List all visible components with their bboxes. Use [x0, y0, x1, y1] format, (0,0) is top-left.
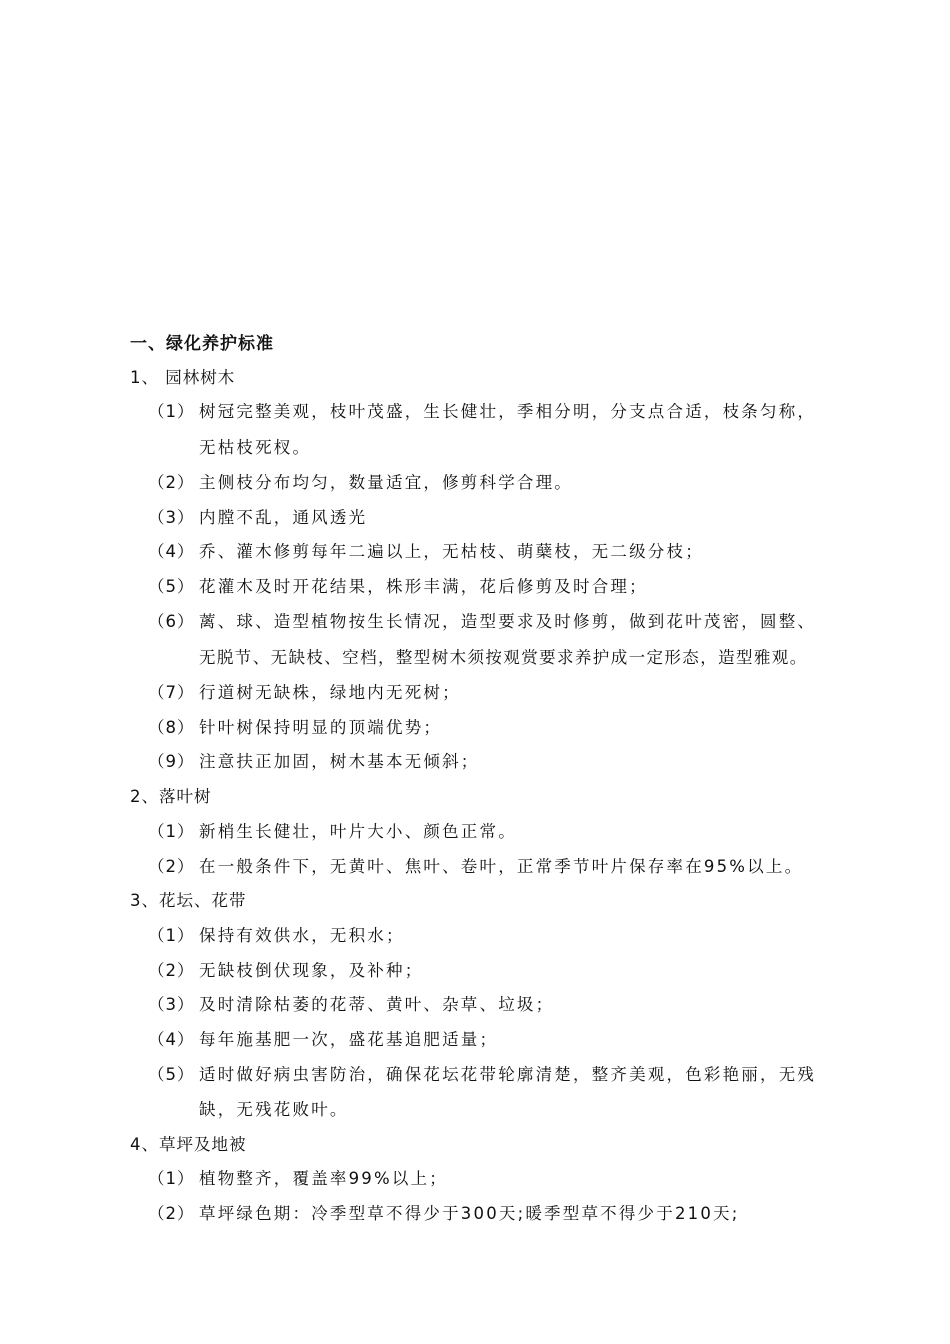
item-number: （8） [148, 718, 195, 737]
item-text: 乔、灌木修剪每年二遍以上，无枯枝、萌蘖枝，无二级分枝； [199, 542, 704, 561]
item-number: （6） [148, 612, 195, 631]
item-number: （2） [148, 961, 195, 980]
item-number: （2） [148, 857, 195, 876]
item-text: 草坪绿色期：冷季型草不得少于300天;暖季型草不得少于210天; [199, 1204, 740, 1223]
item-text: 花灌木及时开花结果，株形丰满，花后修剪及时合理； [199, 577, 648, 596]
item-text-continued: 无脱节、无缺枝、空档，整型树木须按观赏要求养护成一定形态，造型雅观。 [199, 648, 808, 667]
item-number: （2） [148, 473, 195, 492]
item-text: 针叶树保持明显的顶端优势； [199, 718, 443, 737]
item-text: 新梢生长健壮，叶片大小、颜色正常。 [199, 822, 517, 841]
item-number: （5） [148, 577, 195, 596]
section-title: 2、落叶树 [130, 787, 212, 806]
item-number: （1） [148, 1169, 195, 1188]
item-text: 在一般条件下，无黄叶、焦叶、卷叶，正常季节叶片保存率在95%以上。 [199, 857, 804, 876]
item-number: （4） [148, 542, 195, 561]
item-text: 无缺枝倒伏现象，及补种； [199, 961, 424, 980]
item-text: 植物整齐，覆盖率99%以上； [199, 1169, 448, 1188]
item-text: 蓠、球、造型植物按生长情况，造型要求及时修剪，做到花叶茂密，圆整、 [199, 612, 817, 631]
section-title: 4、草坪及地被 [130, 1135, 247, 1154]
item-text: 树冠完整美观，枝叶茂盛，生长健壮，季相分明，分支点合适，枝条匀称， [199, 402, 817, 421]
section-title: 3、花坛、花带 [130, 891, 247, 910]
item-number: （5） [148, 1065, 195, 1084]
item-number: （1） [148, 822, 195, 841]
item-number: （7） [148, 683, 195, 702]
item-text: 主侧枝分布均匀，数量适宜，修剪科学合理。 [199, 473, 573, 492]
item-number: （4） [148, 1030, 195, 1049]
item-text: 及时清除枯萎的花蒂、黄叶、杂草、垃圾； [199, 995, 555, 1014]
item-text: 内膛不乱，通风透光 [199, 508, 368, 527]
item-text: 注意扶正加固，树木基本无倾斜； [199, 752, 480, 771]
item-text: 行道树无缺株，绿地内无死树； [199, 683, 461, 702]
item-text: 适时做好病虫害防治，确保花坛花带轮廓清楚，整齐美观，色彩艳丽，无残 [199, 1065, 817, 1084]
item-number: （1） [148, 926, 195, 945]
item-number: （2） [148, 1204, 195, 1223]
item-number: （1） [148, 402, 195, 421]
item-number: （3） [148, 508, 195, 527]
item-text: 每年施基肥一次，盛花基追肥适量； [199, 1030, 499, 1049]
item-text: 保持有效供水，无积水； [199, 926, 405, 945]
item-text-continued: 无枯枝死杈。 [199, 438, 312, 457]
section-title: 1、 园林树木 [130, 368, 236, 387]
document-heading: 一、绿化养护标准 [130, 334, 274, 354]
item-number: （3） [148, 995, 195, 1014]
item-text-continued: 缺，无残花败叶。 [199, 1100, 349, 1119]
item-number: （9） [148, 752, 195, 771]
